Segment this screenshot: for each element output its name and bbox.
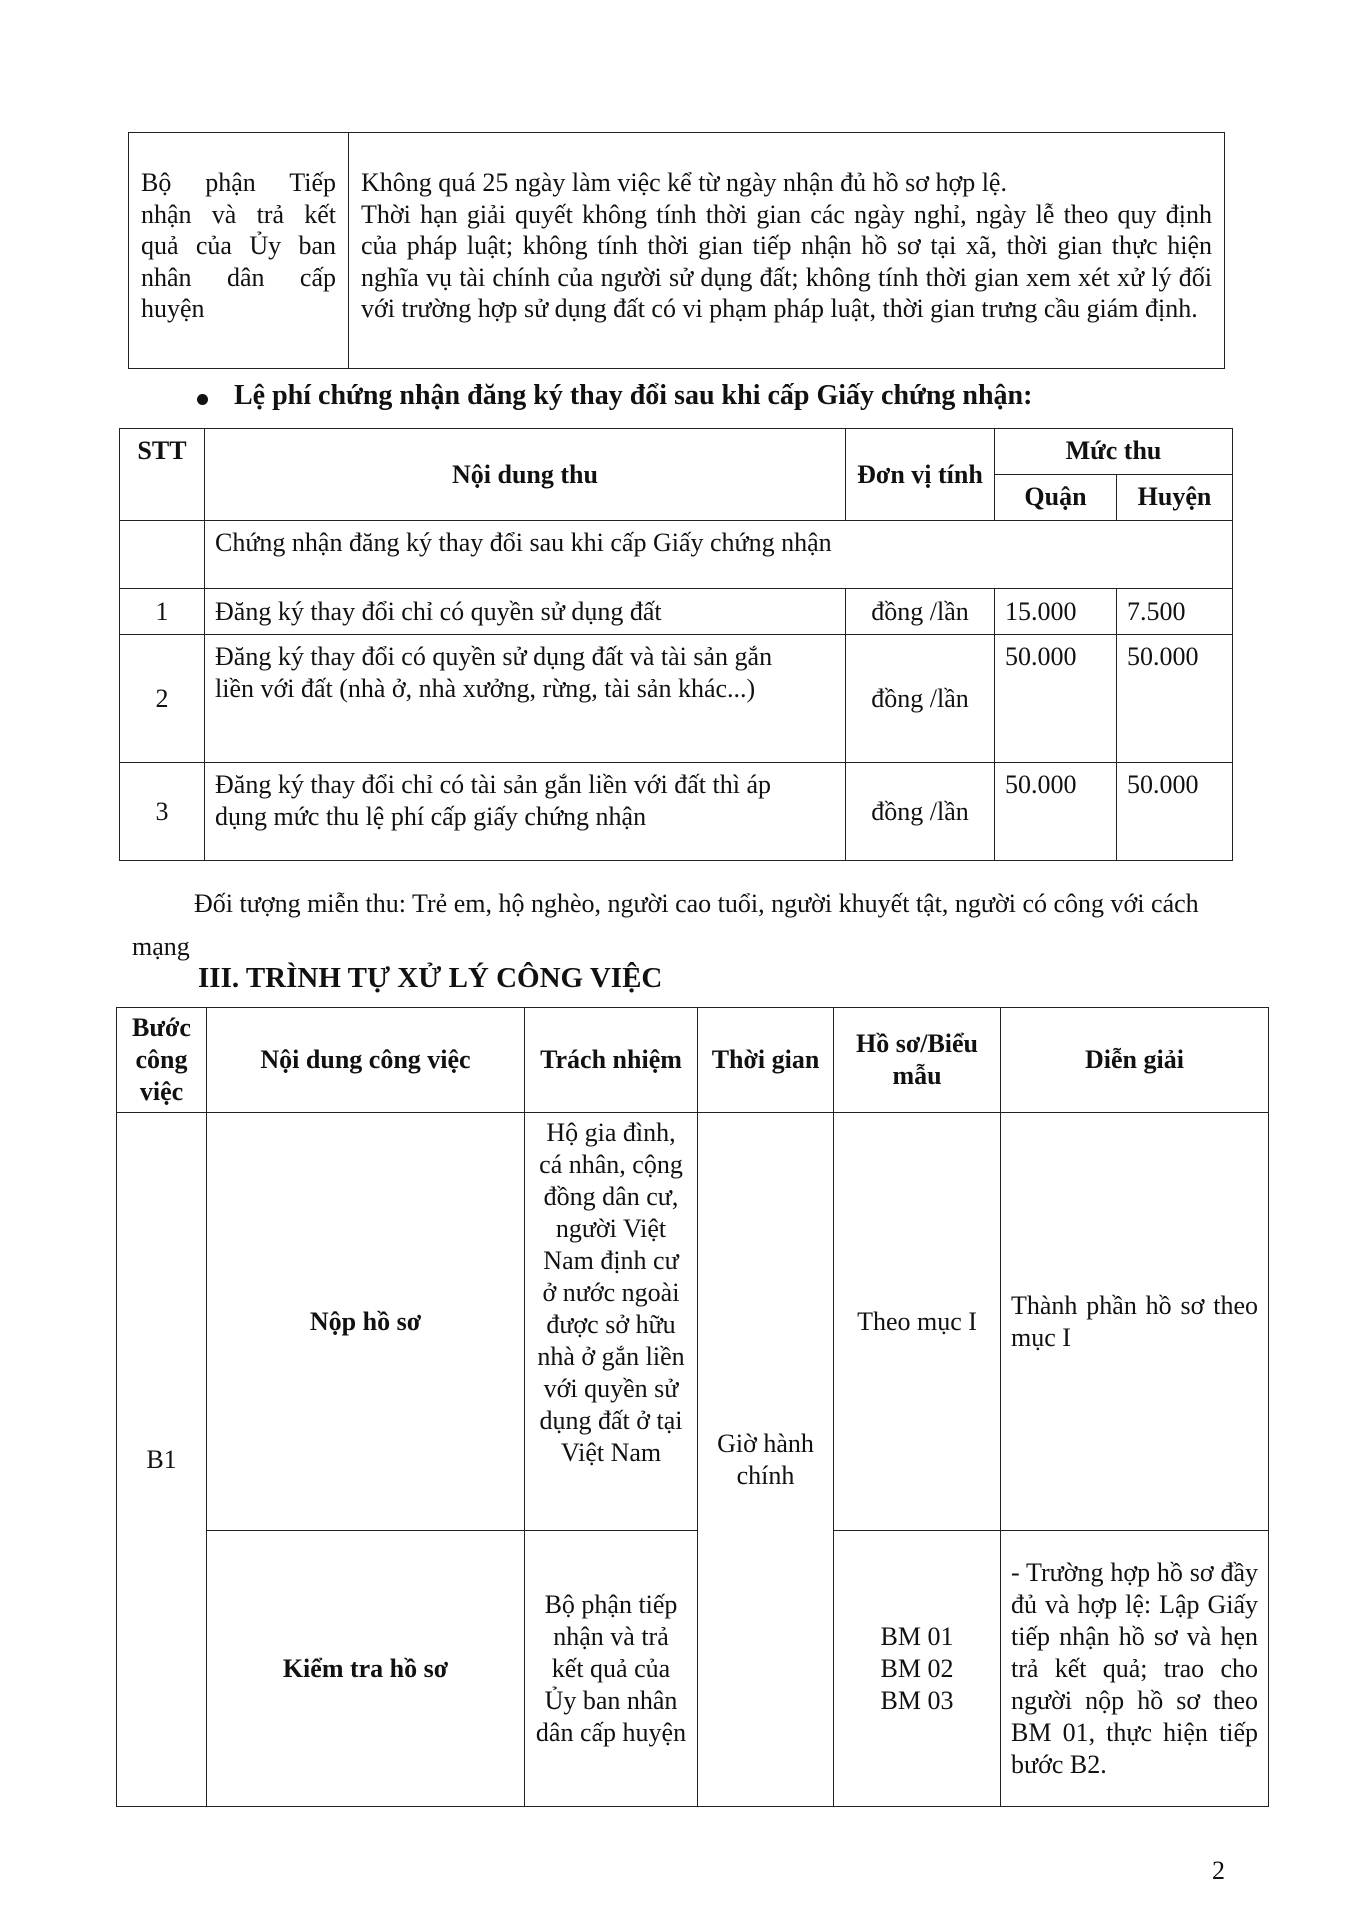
page-number: 2 xyxy=(1212,1856,1225,1885)
time-cell: Giờ hành chính xyxy=(698,1113,834,1807)
row-content: Đăng ký thay đổi chỉ có tài sản gắn liền với đất thì áp dụng mức thu lệ phí cấp giấy chứng nhận xyxy=(205,763,846,861)
row-quan: 15.000 xyxy=(995,589,1117,635)
step-cell: B1 xyxy=(117,1113,207,1807)
row-unit: đồng /lần xyxy=(846,589,995,635)
row-unit: đồng /lần xyxy=(846,763,995,861)
header-explanation: Diễn giải xyxy=(1001,1008,1269,1113)
explanation: - Trường hợp hồ sơ đầy đủ và hợp lệ: Lập Giấy tiếp nhận hồ sơ và hẹn trả kết quả; trao cho người nộp hồ sơ theo BM 01, thực hiện tiếp bước B2. xyxy=(1001,1531,1269,1807)
process-table xyxy=(116,1007,1269,1807)
row-content: Đăng ký thay đổi chỉ có quyền sử dụng đất xyxy=(205,589,846,635)
header-responsibility: Trách nhiệm xyxy=(525,1008,698,1113)
row-quan: 50.000 xyxy=(995,635,1117,763)
processing-time-cell xyxy=(349,133,1225,369)
row-content: Đăng ký thay đổi có quyền sử dụng đất và tài sản gắn liền với đất (nhà ở, nhà xưởng, rừng, tài sản khác...) xyxy=(205,635,846,763)
processing-time-exclusions: Thời hạn giải quyết không tính thời gian các ngày nghỉ, ngày lễ theo quy định của pháp luật; không tính thời gian tiếp nhận hồ sơ tại xã, thời gian thực hiện nghĩa vụ tài chính của người sử dụng đất; không tính thời gian xem xét xử lý đối với trường hợp sử dụng đất có vi phạm pháp luật, thời gian trưng cầu giám định. xyxy=(361,199,1212,323)
header-forms: Hồ sơ/Biểu mẫu xyxy=(834,1008,1001,1113)
form-code: BM 03 xyxy=(880,1685,954,1715)
table-row xyxy=(117,1531,1269,1807)
table-row xyxy=(120,589,1233,635)
row-quan: 50.000 xyxy=(995,763,1117,861)
explanation: Thành phần hồ sơ theo mục I xyxy=(1001,1113,1269,1531)
form-code: BM 02 xyxy=(880,1653,954,1683)
row-huyen: 50.000 xyxy=(1117,635,1233,763)
header-quan: Quận xyxy=(995,475,1117,521)
processing-time-limit: Không quá 25 ngày làm việc kể từ ngày nhận đủ hồ sơ hợp lệ. xyxy=(361,168,1007,197)
table-row xyxy=(117,1113,1269,1531)
header-time: Thời gian xyxy=(698,1008,834,1113)
forms xyxy=(834,1531,1001,1807)
header-content: Nội dung thu xyxy=(205,429,846,521)
work-content: Kiểm tra hồ sơ xyxy=(207,1531,525,1807)
fee-table xyxy=(119,428,1233,861)
table-row xyxy=(120,635,1233,763)
exempt-note: Đối tượng miễn thu: Trẻ em, hộ nghèo, người cao tuổi, người khuyết tật, người có công với cách mạng xyxy=(132,889,1199,961)
forms: Theo mục I xyxy=(834,1113,1001,1531)
header-step: Bước công việc xyxy=(117,1008,207,1113)
work-content: Nộp hồ sơ xyxy=(207,1113,525,1531)
header-work-content: Nội dung công việc xyxy=(207,1008,525,1113)
row-stt: 2 xyxy=(120,635,205,763)
row-stt: 3 xyxy=(120,763,205,861)
processing-time-table xyxy=(128,132,1225,369)
group-row-label: Chứng nhận đăng ký thay đổi sau khi cấp Giấy chứng nhận xyxy=(205,521,1233,589)
receiving-department-cell: Bộ phận Tiếp nhận và trả kết quả của Ủy ban nhân dân cấp huyện xyxy=(129,133,349,369)
row-stt: 1 xyxy=(120,589,205,635)
header-stt: STT xyxy=(120,429,205,521)
group-row-stt xyxy=(120,521,205,589)
responsibility: Hộ gia đình, cá nhân, cộng đồng dân cư, người Việt Nam định cư ở nước ngoài được sở hữu nhà ở gắn liền với quyền sử dụng đất ở tại Việt Nam xyxy=(525,1113,698,1531)
bullet-icon xyxy=(197,394,208,405)
row-unit: đồng /lần xyxy=(846,635,995,763)
header-huyen: Huyện xyxy=(1117,475,1233,521)
form-code: BM 01 xyxy=(880,1621,954,1651)
section-title: III. TRÌNH TỰ XỬ LÝ CÔNG VIỆC xyxy=(198,962,663,994)
row-huyen: 50.000 xyxy=(1117,763,1233,861)
row-huyen: 7.500 xyxy=(1117,589,1233,635)
header-rate: Mức thu xyxy=(995,429,1233,475)
table-row xyxy=(120,763,1233,861)
fee-heading xyxy=(234,380,1032,412)
header-unit: Đơn vị tính xyxy=(846,429,995,521)
responsibility: Bộ phận tiếp nhận và trả kết quả của Ủy ban nhân dân cấp huyện xyxy=(525,1531,698,1807)
fee-heading-text: Lệ phí chứng nhận đăng ký thay đổi sau khi cấp Giấy chứng nhận: xyxy=(234,380,1033,411)
